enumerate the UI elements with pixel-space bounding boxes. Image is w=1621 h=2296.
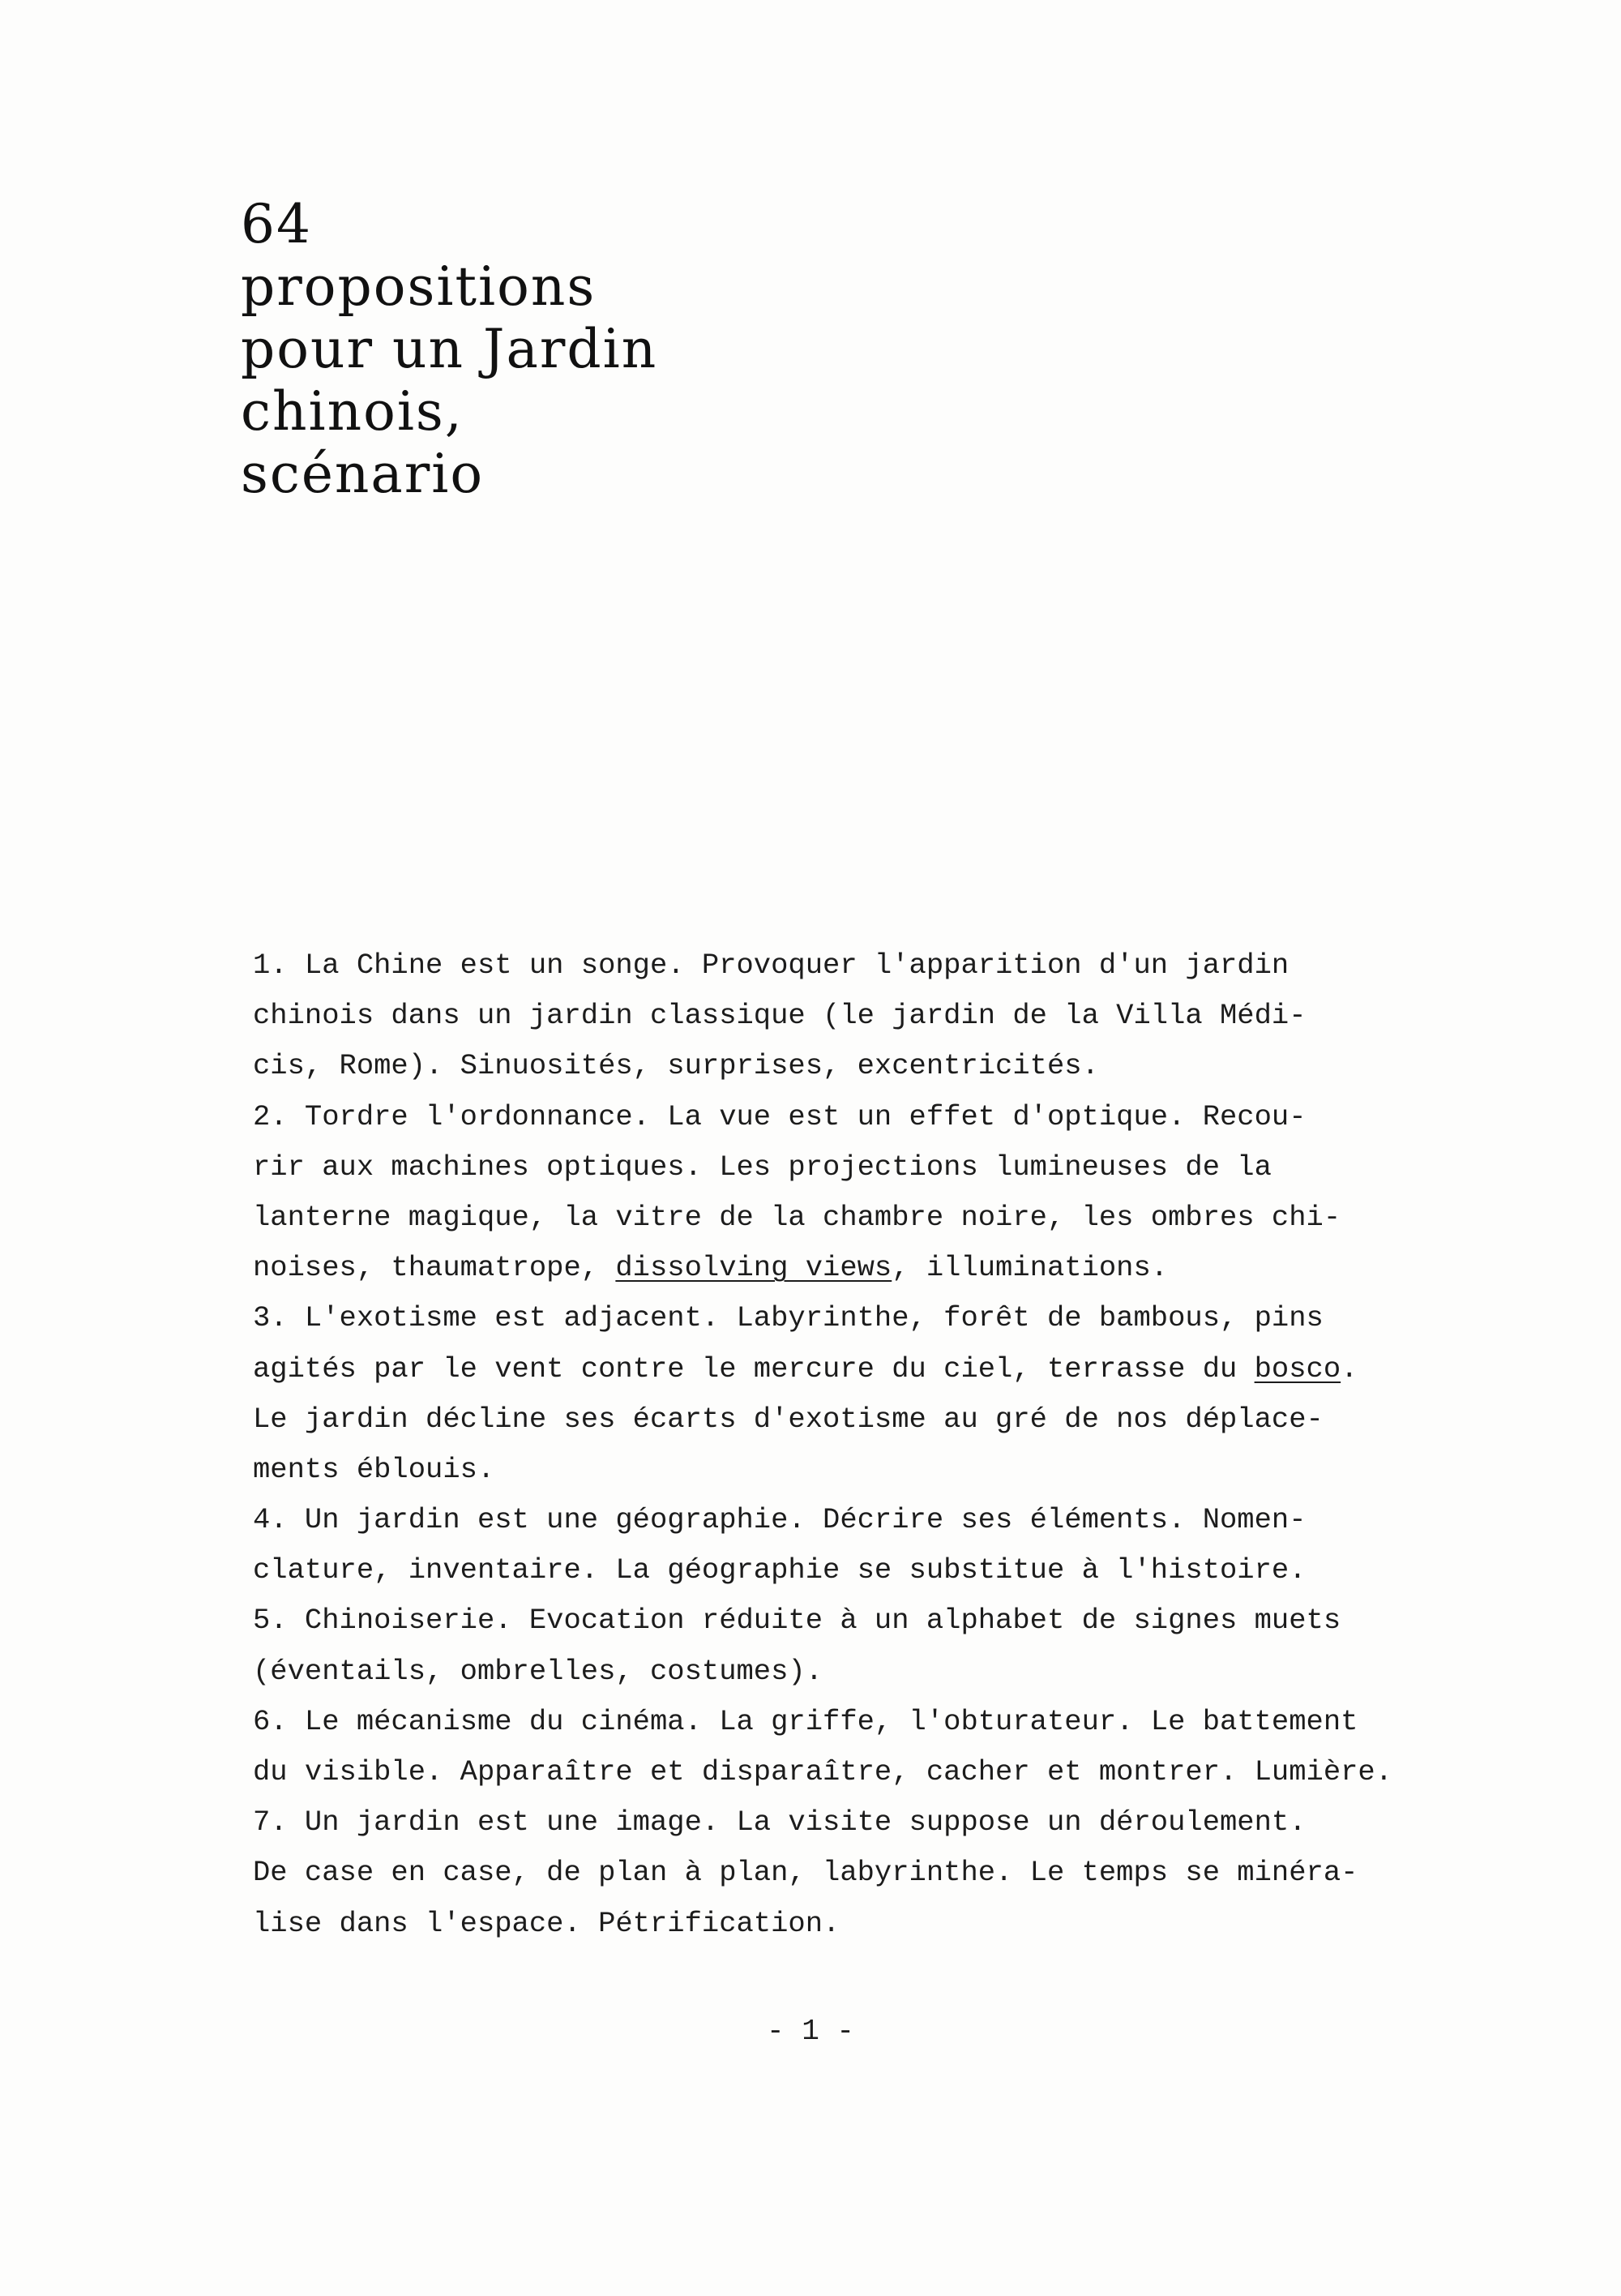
text-line: lise dans l'espace. Pétrification. <box>253 1906 840 1940</box>
text-line: 1. La Chine est un songe. Provoquer l'apparition d'un jardin <box>253 949 1290 982</box>
title-line: chinois, <box>241 380 464 443</box>
text-line: chinois dans un jardin classique (le jardin de la Villa Médi- <box>253 999 1307 1033</box>
underlined-term: dissolving views <box>615 1251 892 1285</box>
text-line: De case en case, de plan à plan, labyrinthe. Le temps se minéra- <box>253 1856 1358 1890</box>
text-line: Le jardin décline ses écarts d'exotisme au gré de nos déplace- <box>253 1402 1324 1436</box>
text-line: du visible. Apparaître et disparaître, cacher et montrer. Lumière. <box>253 1755 1393 1788</box>
text-segment: agités par le vent contre le mercure du ciel, terrasse du <box>253 1351 1255 1386</box>
text-segment: . <box>1341 1351 1358 1386</box>
text-line: 5. Chinoiserie. Evocation réduite à un alphabet de signes muets <box>253 1604 1341 1638</box>
text-line: (éventails, ombrelles, costumes). <box>253 1654 823 1688</box>
text-line: 4. Un jardin est une géographie. Décrire ses éléments. Nomen- <box>253 1503 1307 1537</box>
text-line <box>253 1243 1485 1293</box>
text-line: cis, Rome). Sinuosités, surprises, excentricités. <box>253 1049 1099 1083</box>
title-line: pour un Jardin <box>241 318 658 380</box>
text-segment: , illuminations. <box>892 1251 1169 1285</box>
title-line: scénario <box>241 443 485 505</box>
text-line: rir aux machines optiques. Les projections lumineuses de la <box>253 1150 1272 1184</box>
text-line: 6. Le mécanisme du cinéma. La griffe, l'obturateur. Le battement <box>253 1704 1358 1738</box>
title-line: propositions <box>241 255 597 318</box>
underlined-term: bosco <box>1254 1351 1341 1386</box>
text-line: lanterne magique, la vitre de la chambre noire, les ombres chi- <box>253 1200 1341 1234</box>
page-number: - 1 - <box>766 2015 855 2048</box>
text-line: 2. Tordre l'ordonnance. La vue est un effet d'optique. Recou- <box>253 1099 1307 1133</box>
text-line: clature, inventaire. La géographie se substitue à l'histoire. <box>253 1553 1307 1587</box>
text-line <box>253 1344 1485 1394</box>
page-title <box>241 193 970 505</box>
text-line: 3. L'exotisme est adjacent. Labyrinthe, forêt de bambous, pins <box>253 1301 1324 1335</box>
propositions-text <box>253 940 1485 1949</box>
text-line: ments éblouis. <box>253 1452 495 1486</box>
text-line: 7. Un jardin est une image. La visite suppose un déroulement. <box>253 1806 1307 1840</box>
text-segment: noises, thaumatrope, <box>253 1251 616 1285</box>
title-line: 64 <box>241 193 312 255</box>
